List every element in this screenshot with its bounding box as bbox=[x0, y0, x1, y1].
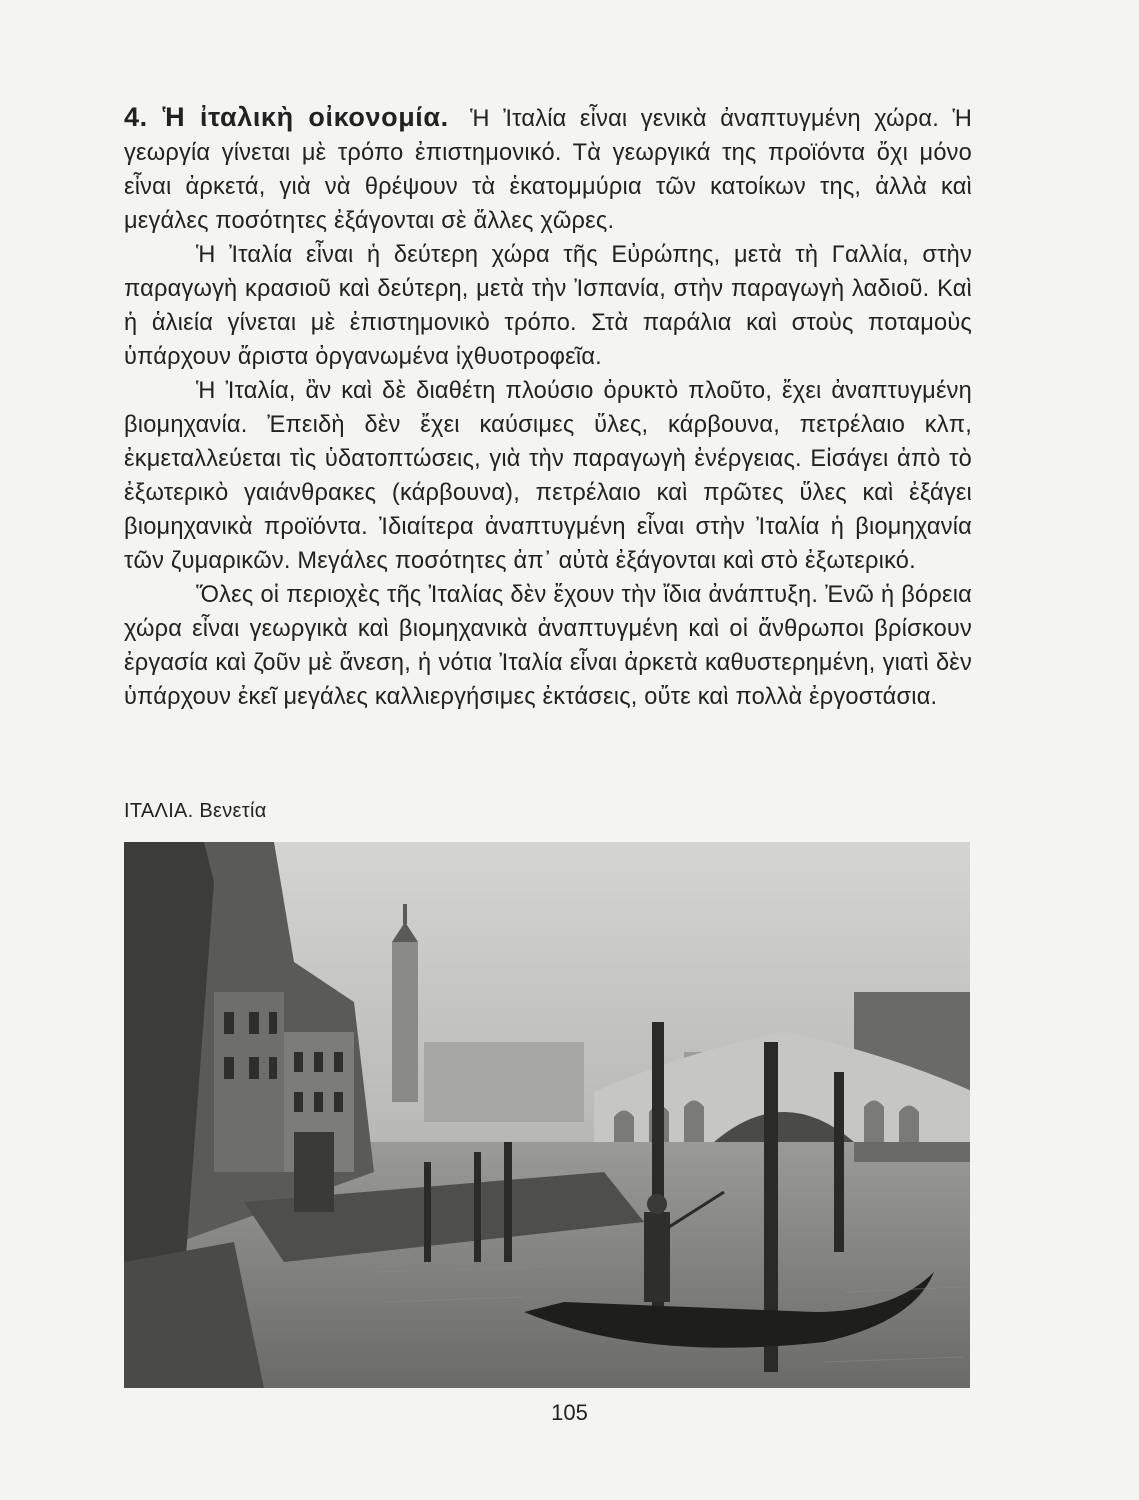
section-text bbox=[124, 100, 972, 714]
paragraph-1 bbox=[124, 100, 972, 238]
venice-photo bbox=[124, 842, 970, 1388]
paragraph-2: Ἡ Ἰταλία εἶναι ἡ δεύτερη χώρα τῆς Εὐρώπης, μετὰ τὴ Γαλλία, στὴν παραγωγὴ κρασιοῦ καὶ δεύτερη, μετὰ τὴν Ἰσπανία, στὴν παραγωγὴ λαδιοῦ. Καὶ ἡ ἁλιεία γίνεται μὲ ἐπιστημονικὸ τρόπο. Στὰ παράλια καὶ στοὺς ποταμοὺς ὑπάρχουν ἄριστα ὀργανωμένα ἰχθυοτροφεῖα. bbox=[124, 242, 972, 370]
photo-caption: ΙΤΑΛΙΑ. Βενετία bbox=[124, 800, 267, 822]
paragraph-4: Ὅλες οἱ περιοχὲς τῆς Ἰταλίας δὲν ἔχουν τὴν ἴδια ἀνάπτυξη. Ἐνῶ ἡ βόρεια χώρα εἶναι γεωργικὰ καὶ βιομηχανικὰ ἀναπτυγμένη καὶ οἱ ἄνθρωποι βρίσκουν ἐργασία καὶ ζοῦν μὲ ἄνεση, ἡ νότια Ἰταλία εἶναι ἀρκετὰ καθυστερημένη, γιατὶ δὲν ὑπάρχουν ἐκεῖ μεγάλες καλλιεργήσιμες ἐκτάσεις, οὔτε καὶ πολλὰ ἐργοστάσια. bbox=[124, 582, 972, 710]
section-heading: 4. Ἡ ἰταλικὴ οἰκονομία. bbox=[124, 102, 449, 132]
paragraph-1-text: Ἡ Ἰταλία εἶναι γενικὰ ἀναπτυγμένη χώρα. Ἡ γεωργία γίνεται μὲ τρόπο ἐπιστημονικό. Τὰ γεωργικά της προϊόντα ὄχι μόνο εἶναι ἀρκετά, γιὰ νὰ θρέψουν τὰ ἑκατομμύρια τῶν κατοίκων της, ἀλλὰ καὶ μεγάλες ποσότητες ἐξάγονται σὲ ἄλλες χῶρες. bbox=[124, 106, 972, 234]
paragraph-3: Ἡ Ἰταλία, ἂν καὶ δὲ διαθέτη πλούσιο ὀρυκτὸ πλοῦτο, ἔχει ἀναπτυγμένη βιομηχανία. Ἐπειδὴ δὲν ἔχει καύσιμες ὕλες, κάρβουνα, πετρέλαιο κλπ, ἐκμεταλλεύεται τὶς ὑδατοπτώσεις, γιὰ τὴν παραγωγὴ ἐνέργειας. Εἰσάγει ἀπὸ τὸ ἐξωτερικὸ γαιάνθρακες (κάρβουνα), πετρέλαιο καὶ πρῶτες ὕλες καὶ ἐξάγει βιομηχανικὰ προϊόντα. Ἰδιαίτερα ἀναπτυγμένη εἶναι στὴν Ἰταλία ἡ βιομηχανία τῶν ζυμαρικῶν. Μεγάλες ποσότητες ἀπ᾿ αὐτὰ ἐξάγονται καὶ στὸ ἐξωτερικό. bbox=[124, 378, 972, 574]
page-number: 105 bbox=[551, 1400, 588, 1425]
